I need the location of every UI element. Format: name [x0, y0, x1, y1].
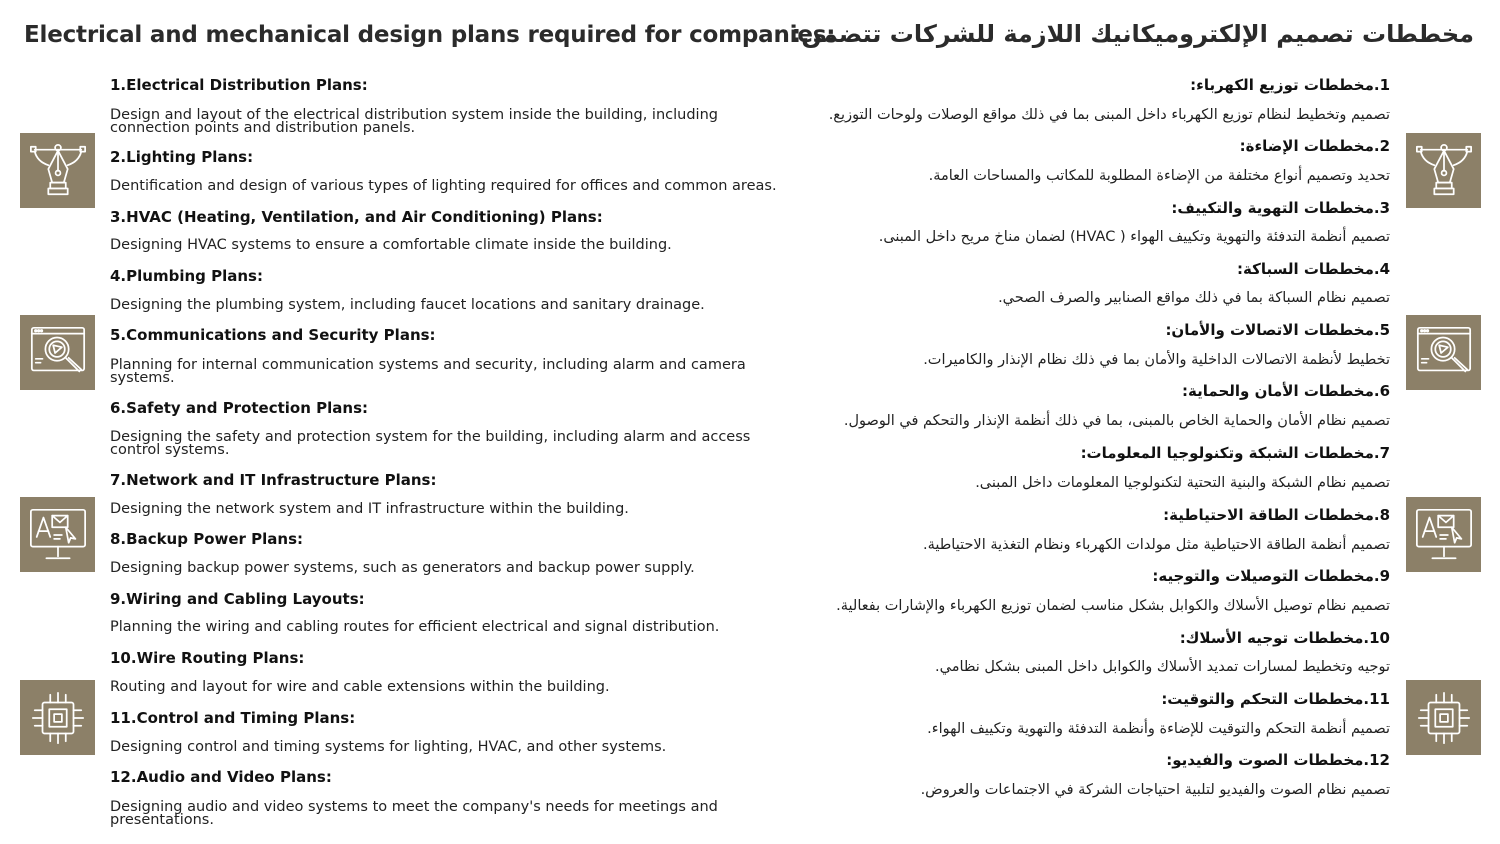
- arabic-item-description: تصميم نظام الأمان والحماية الخاص بالمبنى، بما في ذلك أنظمة الإنذار والتحكم في الوصول.: [843, 413, 1390, 429]
- page-title-english: Electrical and mechanical design plans required for companies:: [24, 22, 836, 48]
- arabic-item-heading: 12.مخططات الصوت والفيديو:: [1166, 751, 1390, 769]
- arabic-item-heading: 5.مخططات الاتصالات والأمان:: [1165, 321, 1390, 339]
- arabic-item-description: تصميم نظام السباكة بما في ذلك مواقع الصنابير والصرف الصحي.: [998, 290, 1390, 306]
- english-item-heading: 1.Electrical Distribution Plans:: [110, 76, 368, 94]
- english-item-heading: 8.Backup Power Plans:: [110, 530, 304, 548]
- arabic-item-heading: 8.مخططات الطاقة الاحتياطية:: [1163, 506, 1390, 524]
- english-item-description: Designing audio and video systems to meet the company's needs for meetings and presentations.: [110, 799, 718, 828]
- search-design-icon: [20, 315, 95, 390]
- arabic-item-heading: 11.مخططات التحكم والتوقيت:: [1161, 690, 1390, 708]
- english-item-heading: 5.Communications and Security Plans:: [110, 326, 436, 344]
- english-item-description: Design and layout of the electrical distribution system inside the building, including connection points and distribution panels.: [110, 107, 718, 136]
- english-item-heading: 4.Plumbing Plans:: [110, 267, 263, 285]
- arabic-item-heading: 2.مخططات الإضاءة:: [1239, 137, 1390, 155]
- english-item-heading: 10.Wire Routing Plans:: [110, 649, 305, 667]
- english-item-description: Designing the safety and protection system for the building, including alarm and access control systems.: [110, 429, 751, 458]
- english-item-heading: 11.Control and Timing Plans:: [110, 709, 356, 727]
- english-item-heading: 9.Wiring and Cabling Layouts:: [110, 590, 365, 608]
- english-item-heading: 6.Safety and Protection Plans:: [110, 399, 369, 417]
- english-item-description: Dentification and design of various types of lighting required for offices and common areas.: [110, 178, 777, 194]
- english-item-description: Designing the plumbing system, including faucet locations and sanitary drainage.: [110, 297, 705, 313]
- arabic-item-description: تحديد وتصميم أنواع مختلفة من الإضاءة المطلوبة للمكاتب والمساحات العامة.: [928, 168, 1390, 184]
- english-item-description: Designing HVAC systems to ensure a comfortable climate inside the building.: [110, 237, 672, 253]
- english-item-heading: 12.Audio and Video Plans:: [110, 768, 332, 786]
- arabic-item-description: تصميم نظام الشبكة والبنية التحتية لتكنولوجيا المعلومات داخل المبنى.: [975, 475, 1390, 491]
- chip-icon: [1406, 680, 1481, 755]
- english-item-description: Planning for internal communication systems and security, including alarm and camera systems.: [110, 357, 746, 386]
- english-item-description: Routing and layout for wire and cable extensions within the building.: [110, 679, 610, 695]
- arabic-item-heading: 4.مخططات السباكة:: [1237, 260, 1390, 278]
- typography-monitor-icon: [1406, 497, 1481, 572]
- arabic-item-heading: 3.مخططات التهوية والتكييف:: [1171, 199, 1390, 217]
- arabic-item-heading: 9.مخططات التوصيلات والتوجيه:: [1152, 567, 1390, 585]
- arabic-item-description: تصميم أنظمة التحكم والتوقيت للإضاءة وأنظمة التدفئة والتهوية وتكييف الهواء.: [927, 721, 1390, 737]
- arabic-item-description: تصميم نظام الصوت والفيديو لتلبية احتياجات الشركة في الاجتماعات والعروض.: [920, 782, 1390, 798]
- arabic-item-heading: 7.مخططات الشبكة وتكنولوجيا المعلومات:: [1080, 444, 1390, 462]
- typography-monitor-icon: [20, 497, 95, 572]
- english-item-description: Designing the network system and IT infrastructure within the building.: [110, 501, 629, 517]
- arabic-item-description: تصميم وتخطيط لنظام توزيع الكهرباء داخل المبنى بما في ذلك مواقع الوصلات ولوحات التوزيع.: [828, 107, 1390, 123]
- arabic-item-description: تخطيط لأنظمة الاتصالات الداخلية والأمان بما في ذلك نظام الإنذار والكاميرات.: [923, 352, 1390, 368]
- english-item-description: Designing backup power systems, such as generators and backup power supply.: [110, 560, 695, 576]
- arabic-item-description: توجيه وتخطيط لمسارات تمديد الأسلاك والكوابل داخل المبنى بشكل نظامي.: [935, 659, 1390, 675]
- page-title-arabic: مخططات تصميم الإلكتروميكانيك اللازمة للشركات تتضمن:: [791, 20, 1474, 48]
- pen-tool-icon: [20, 133, 95, 208]
- english-item-description: Designing control and timing systems for lighting, HVAC, and other systems.: [110, 739, 667, 755]
- arabic-item-description: تصميم أنظمة الطاقة الاحتياطية مثل مولدات الكهرباء ونظام التغذية الاحتياطية.: [923, 537, 1390, 553]
- arabic-item-heading: 1.مخططات توزيع الكهرباء:: [1190, 76, 1390, 94]
- english-item-heading: 7.Network and IT Infrastructure Plans:: [110, 471, 437, 489]
- arabic-item-description: تصميم أنظمة التدفئة والتهوية وتكييف الهواء ( HVAC) لضمان مناخ مريح داخل المبنى.: [878, 229, 1390, 245]
- arabic-item-description: تصميم نظام توصيل الأسلاك والكوابل بشكل مناسب لضمان توزيع الكهرباء والإشارات بفعالية.: [836, 598, 1390, 614]
- english-item-description: Planning the wiring and cabling routes for efficient electrical and signal distribution.: [110, 619, 720, 635]
- english-item-heading: 2.Lighting Plans:: [110, 148, 254, 166]
- search-design-icon: [1406, 315, 1481, 390]
- english-item-heading: 3.HVAC (Heating, Ventilation, and Air Conditioning) Plans:: [110, 208, 603, 226]
- chip-icon: [20, 680, 95, 755]
- pen-tool-icon: [1406, 133, 1481, 208]
- arabic-item-heading: 10.مخططات توجيه الأسلاك:: [1179, 629, 1390, 647]
- arabic-item-heading: 6.مخططات الأمان والحماية:: [1182, 382, 1390, 400]
